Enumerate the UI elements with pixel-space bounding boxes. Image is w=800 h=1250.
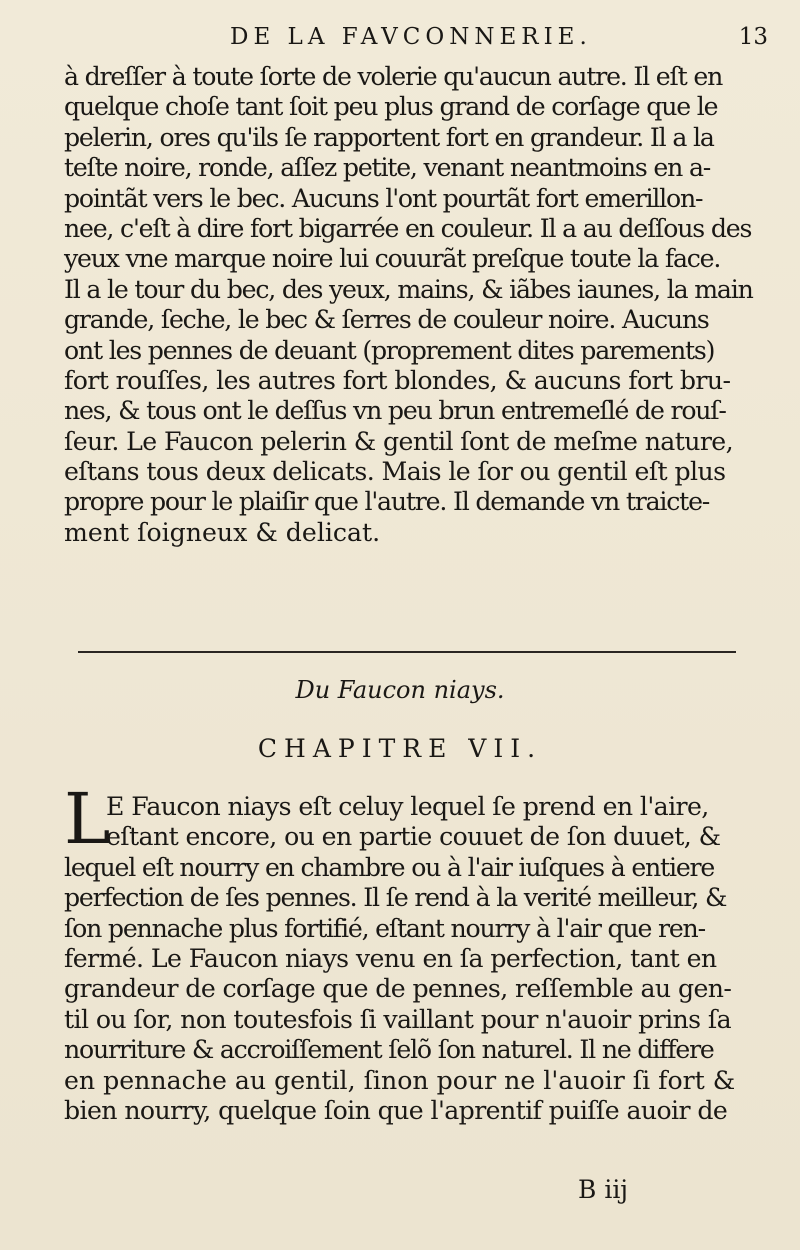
text-line: nee, c'eſt à dire fort bigarrée en couleur. Il a au deſſous des xyxy=(64,213,752,243)
text-line: quelque choſe tant ſoit peu plus grand de corſage que le xyxy=(64,92,718,122)
text-line: pointãt vers le bec. Aucuns l'ont pourtãt fort emerillon- xyxy=(64,183,703,213)
text-line: ment ſoigneux & delicat. xyxy=(64,517,381,547)
text-line: lequel eſt nourry en chambre ou à l'air iuſques à entiere xyxy=(64,852,715,882)
text-line: bien nourry, quelque ſoin que l'aprentif puiſſe auoir de xyxy=(64,1095,728,1125)
signature-mark: B iij xyxy=(578,1175,629,1204)
text-line: fermé. Le Faucon niays venu en ſa perfection, tant en xyxy=(64,943,717,973)
text-line: yeux vne marque noire lui couurãt preſque toute la face. xyxy=(64,244,721,274)
text-line: en pennache au gentil, ſinon pour ne l'auoir ſi fort & xyxy=(64,1065,736,1095)
text-line: fort rouſſes, les autres fort blondes, & aucuns fort bru- xyxy=(64,365,731,395)
text-line: Il a le tour du bec, des yeux, mains, & iãbes iaunes, la main xyxy=(64,274,753,304)
running-header xyxy=(230,24,768,54)
chapter-heading: CHAPITRE VII. xyxy=(257,734,543,763)
text-line: ſeur. Le Faucon pelerin & gentil ſont de meſme nature, xyxy=(64,426,734,456)
chapter-subtitle: Du Faucon niays. xyxy=(295,676,505,704)
drop-capital: L xyxy=(64,778,111,860)
body-text-chapter-vii xyxy=(64,792,736,1126)
text-line: eſtant encore, ou en partie couuet de ſon duuet, & xyxy=(106,822,721,852)
body-text-chapter-vi-end xyxy=(64,62,753,548)
text-line: à dreſſer à toute ſorte de volerie qu'aucun autre. Il eſt en xyxy=(64,62,723,91)
running-title: DE LA FAVCONNERIE. xyxy=(230,24,592,50)
text-line: ont les pennes de deuant (proprement dites parements) xyxy=(64,335,715,365)
text-line: til ou ſor, non toutesfois ſi vaillant pour n'auoir prins ſa xyxy=(64,1004,732,1034)
text-line: eſtans tous deux delicats. Mais le ſor ou gentil eſt plus xyxy=(64,457,726,487)
text-line: grande, ſeche, le bec & ſerres de couleur noire. Aucuns xyxy=(64,305,709,335)
text-line: propre pour le plaiſir que l'autre. Il demande vn traicte- xyxy=(64,487,710,517)
text-line: grandeur de corſage que de pennes, reſſemble au gen- xyxy=(64,974,732,1004)
text-line: E Faucon niays eſt celuy lequel ſe prend en l'aire, xyxy=(106,792,709,821)
text-line: nourriture & accroiſſement ſelõ ſon naturel. Il ne differe xyxy=(64,1035,714,1065)
section-divider xyxy=(78,651,736,653)
text-line: perfection de ſes pennes. Il ſe rend à la verité meilleur, & xyxy=(64,883,727,913)
text-line: pelerin, ores qu'ils ſe rapportent fort en grandeur. Il a la xyxy=(64,122,714,152)
text-line: teſte noire, ronde, aſſez petite, venant neantmoins en a- xyxy=(64,153,711,183)
page-number: 13 xyxy=(738,24,768,50)
text-line: ſon pennache plus fortifié, eſtant nourry à l'air que ren- xyxy=(64,913,705,943)
text-line: nes, & tous ont le deſſus vn peu brun entremeſlé de rouſ- xyxy=(64,396,726,426)
